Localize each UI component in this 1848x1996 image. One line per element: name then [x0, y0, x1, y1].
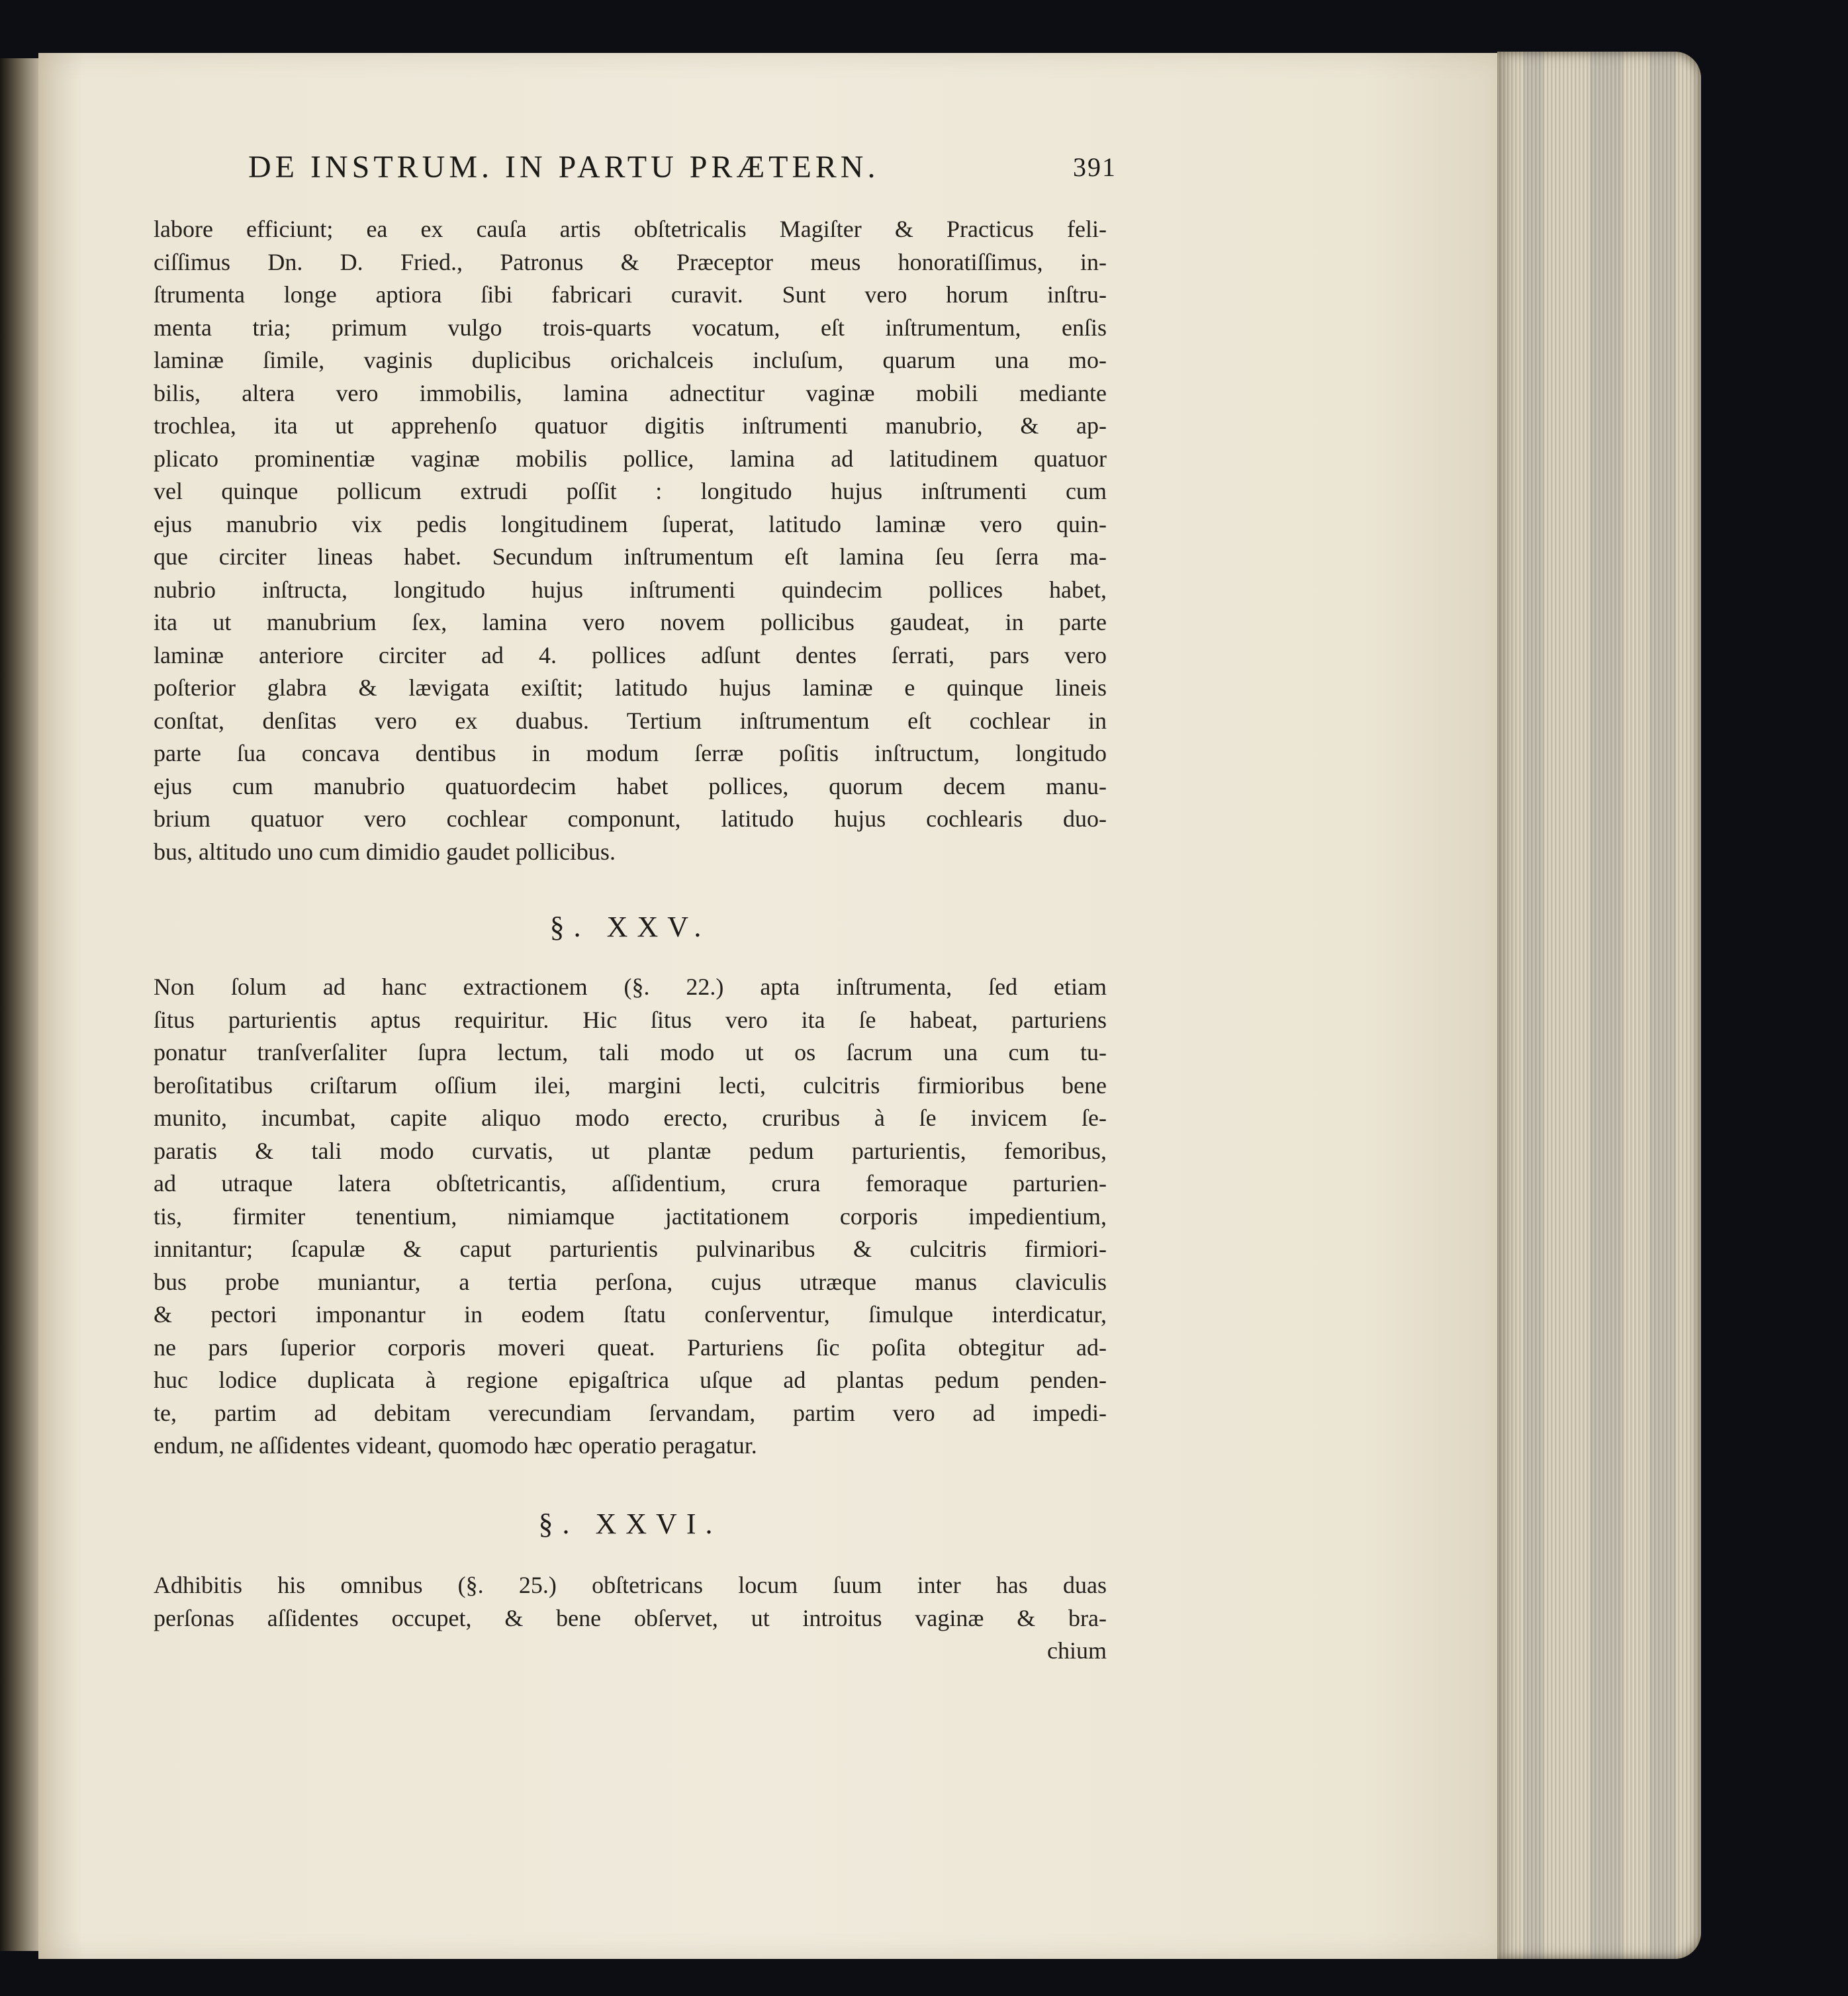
section-heading-26: §. XXVI. [538, 1508, 722, 1540]
edge-shade [1649, 52, 1676, 1959]
paragraph-3 [154, 1569, 1107, 1667]
text-line: bilis, altera vero immobilis, lamina adnectitur vaginæ mobili mediante [154, 379, 1107, 406]
text-line: munito, incumbat, capite aliquo modo erecto, cruribus à ſe invicem ſe- [154, 1105, 1107, 1131]
text-line: innitantur; ſcapulæ & caput parturientis pulvinaribus & culcitris firmiori- [154, 1236, 1107, 1262]
text-line: conſtat, denſitas vero ex duabus. Tertium inſtrumentum eſt cochlear in [154, 707, 1107, 734]
text-line: paratis & tali modo curvatis, ut plantæ pedum parturientis, femoribus, [154, 1137, 1107, 1164]
text-line: huc lodice duplicata à regione epigaſtrica uſque ad plantas pedum penden- [154, 1367, 1107, 1393]
text-line: laminæ anteriore circiter ad 4. pollices adſunt dentes ſerrati, pars vero [154, 641, 1107, 668]
section-heading-25: §. XXV. [549, 911, 711, 943]
text-line: ita ut manubrium ſex, lamina vero novem pollicibus gaudeat, in parte [154, 609, 1107, 635]
text-line: endum, ne aſſidentes videant, quomodo hæc operatio peragatur. [154, 1432, 757, 1459]
edge-shade [1590, 52, 1623, 1959]
text-line: bus, altitudo uno cum dimidio gaudet pollicibus. [154, 838, 616, 865]
text-line: Adhibitis his omnibus (§. 25.) obſtetricans locum ſuum inter has duas [154, 1572, 1107, 1598]
text-line: & pectori imponantur in eodem ſtatu conſerventur, ſimulque interdicatur, [154, 1301, 1107, 1328]
paragraph-2 [154, 971, 1107, 1463]
page-header [248, 149, 1122, 195]
text-line: ponatur tranſverſaliter ſupra lectum, tali modo ut os ſacrum una cum tu- [154, 1039, 1107, 1066]
page-number: 391 [1073, 152, 1117, 182]
text-line: ejus manubrio vix pedis longitudinem ſuperat, latitudo laminæ vero quin- [154, 510, 1107, 537]
catchword: chium [1047, 1637, 1107, 1664]
text-line: menta tria; primum vulgo trois-quarts vocatum, eſt inſtrumentum, enſis [154, 314, 1107, 341]
text-line: Non ſolum ad hanc extractionem (§. 22.) apta inſtrumenta, ſed etiam [154, 974, 1107, 1000]
page-block-edge [1497, 52, 1701, 1959]
text-line: beroſitatibus criſtarum oſſium ilei, margini lecti, culcitris firmioribus bene [154, 1071, 1107, 1099]
text-line: nubrio inſtructa, longitudo hujus inſtrumenti quindecim pollices habet, [154, 576, 1107, 603]
edge-shade [1524, 52, 1544, 1959]
text-line: ſtrumenta longe aptiora ſibi fabricari curavit. Sunt vero horum inſtru- [154, 281, 1107, 308]
text-line: poſterior glabra & lævigata exiſtit; latitudo hujus laminæ e quinque lineis [154, 674, 1107, 701]
text-line: laminæ ſimile, vaginis duplicibus orichalceis incluſum, quarum una mo- [154, 347, 1107, 373]
text-line: tis, firmiter tenentium, nimiamque jactitationem corporis impedientium, [154, 1202, 1107, 1230]
text-line: parte ſua concava dentibus in modum ſerræ poſitis inſtructum, longitudo [154, 740, 1107, 766]
text-line: trochlea, ita ut apprehenſo quatuor digitis inſtrumenti manubrio, & ap- [154, 412, 1107, 439]
text-line: ejus cum manubrio quatuordecim habet pollices, quorum decem manu- [154, 772, 1107, 799]
text-line: ſitus parturientis aptus requiritur. Hic ſitus vero ita ſe habeat, parturiens [154, 1006, 1107, 1033]
text-line: plicato prominentiæ vaginæ mobilis pollice, lamina ad latitudinem quatuor [154, 445, 1107, 472]
paragraph-1 [154, 213, 1107, 868]
text-line: labore efficiunt; ea ex cauſa artis obſtetricalis Magiſter & Practicus feli- [154, 216, 1107, 242]
text-line: ne pars ſuperior corporis moveri queat. Parturiens ſic poſita obtegitur ad- [154, 1334, 1107, 1361]
text-line: brium quatuor vero cochlear componunt, latitudo hujus cochlearis duo- [154, 805, 1107, 832]
running-head: DE INSTRUM. IN PARTU PRÆTERN. [248, 150, 880, 185]
text-line: te, partim ad debitam verecundiam ſervandam, partim vero ad impedi- [154, 1399, 1107, 1426]
text-line: ciſſimus Dn. D. Fried., Patronus & Præceptor meus honoratiſſimus, in- [154, 248, 1107, 275]
catchword-line [154, 1635, 1107, 1667]
text-line: bus probe muniantur, a tertia perſona, cujus utræque manus claviculis [154, 1268, 1107, 1295]
text-line: ad utraque latera obſtetricantis, aſſidentium, crura femoraque parturien- [154, 1170, 1107, 1197]
text-line: vel quinque pollicum extrudi poſſit : longitudo hujus inſtrumenti cum [154, 478, 1107, 504]
text-line: que circiter lineas habet. Secundum inſtrumentum eſt lamina ſeu ſerra ma- [154, 543, 1107, 570]
text-line: perſonas aſſidentes occupet, & bene obſervet, ut introitus vaginæ & bra- [154, 1604, 1107, 1631]
